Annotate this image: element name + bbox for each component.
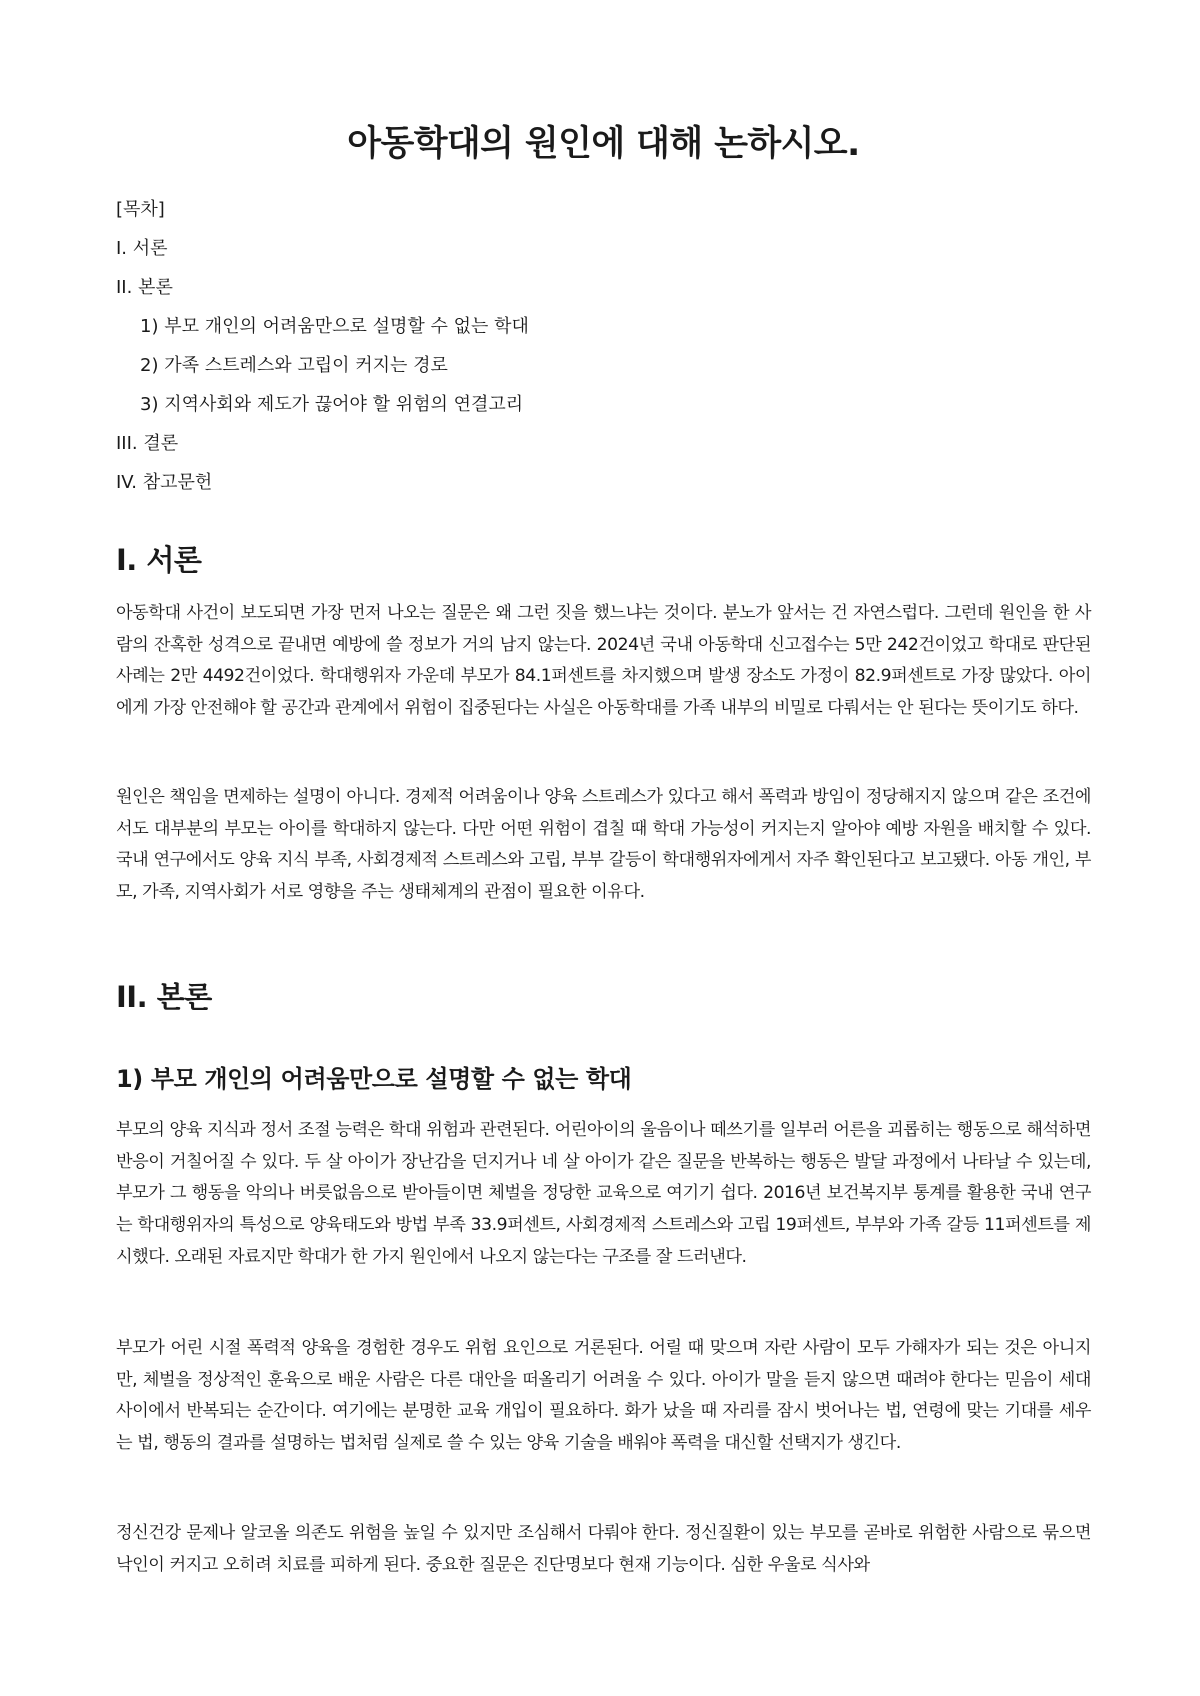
toc-item-references: IV. 참고문헌	[116, 472, 213, 493]
body-paragraph-1: 부모의 양육 지식과 정서 조절 능력은 학대 위험과 관련된다. 어린아이의 울음이나 떼쓰기를 일부러 어른을 괴롭히는 행동으로 해석하면 반응이 거칠어질 수 있다. 두 살 아이가 장난감을 던지거나 네 살 아이가 같은 질문을 반복하는 행동은 발달 과정에서 나타날 수 있는데, 부모가 그 행동을 악의나 버릇없음으로 받아들이면 체벌을 정당한 교육으로 여기기 쉽다. 2016년 보건복지부 통계를 활용한 국내 연구는 학대행위자의 특성으로 양육태도와 방법 부족 33.9퍼센트, 사회경제적 스트레스와 고립 19퍼센트, 부부와 가족 갈등 11퍼센트를 제시했다. 오래된 자료지만 학대가 한 가지 원인에서 나오지 않는다는 구조를 잘 드러낸다.	[116, 1120, 1091, 1267]
intro-paragraph-1: 아동학대 사건이 보도되면 가장 먼저 나오는 질문은 왜 그런 짓을 했느냐는 것이다. 분노가 앞서는 건 자연스럽다. 그런데 원인을 한 사람의 잔혹한 성격으로 끝내면 예방에 쓸 정보가 거의 남지 않는다. 2024년 국내 아동학대 신고접수는 5만 242건이었고 학대로 판단된 사례는 2만 4492건이었다. 학대행위자 가운데 부모가 84.1퍼센트를 차지했으며 발생 장소도 가정이 82.9퍼센트로 가장 많았다. 아이에게 가장 안전해야 할 공간과 관계에서 위험이 집중된다는 사실은 아동학대를 가족 내부의 비밀로 다뤄서는 안 된다는 뜻이기도 하다.	[116, 603, 1091, 719]
toc-item-body: II. 본론	[116, 277, 173, 298]
document-title: 아동학대의 원인에 대해 논하시오.	[347, 124, 860, 164]
body-paragraph-2: 부모가 어린 시절 폭력적 양육을 경험한 경우도 위험 요인으로 거론된다. 어릴 때 맞으며 자란 사람이 모두 가해자가 되는 것은 아니지만, 체벌을 정상적인 훈육으로 배운 사람은 다른 대안을 떠올리기 어려울 수 있다. 아이가 말을 듣지 않으면 때려야 한다는 믿음이 세대 사이에서 반복되는 순간이다. 여기에는 분명한 교육 개입이 필요하다. 화가 났을 때 자리를 잠시 벗어나는 법, 연령에 맞는 기대를 세우는 법, 행동의 결과를 설명하는 법처럼 실제로 쓸 수 있는 양육 기술을 배워야 폭력을 대신할 선택지가 생긴다.	[116, 1338, 1091, 1454]
toc-item-body-1: 1) 부모 개인의 어려움만으로 설명할 수 없는 학대	[140, 316, 529, 337]
toc-item-conclusion: III. 결론	[116, 433, 179, 454]
toc-item-body-3: 3) 지역사회와 제도가 끊어야 할 위험의 연결고리	[140, 394, 524, 415]
intro-paragraph-2: 원인은 책임을 면제하는 설명이 아니다. 경제적 어려움이나 양육 스트레스가 있다고 해서 폭력과 방임이 정당해지지 않으며 같은 조건에서도 대부분의 부모는 아이를 학대하지 않는다. 다만 어떤 위험이 겹칠 때 학대 가능성이 커지는지 알아야 예방 자원을 배치할 수 있다. 국내 연구에서도 양육 지식 부족, 사회경제적 스트레스와 고립, 부부 갈등이 학대행위자에게서 자주 확인된다고 보고됐다. 아동 개인, 부모, 가족, 지역사회가 서로 영향을 주는 생태체계의 관점이 필요한 이유다.	[116, 787, 1091, 903]
toc-item-body-2: 2) 가족 스트레스와 고립이 커지는 경로	[140, 355, 448, 376]
body-paragraph-3: 정신건강 문제나 알코올 의존도 위험을 높일 수 있지만 조심해서 다뤄야 한다. 정신질환이 있는 부모를 곧바로 위험한 사람으로 묶으면 낙인이 커지고 오히려 치료를 피하게 된다. 중요한 질문은 진단명보다 현재 기능이다. 심한 우울로 식사와	[116, 1523, 1091, 1575]
section-heading-body: II. 본론	[116, 980, 212, 1014]
section-heading-intro: I. 서론	[116, 543, 202, 577]
toc-item-intro: I. 서론	[116, 238, 168, 259]
subsection-heading-1: 1) 부모 개인의 어려움만으로 설명할 수 없는 학대	[116, 1065, 632, 1093]
table-of-contents	[116, 190, 1091, 502]
toc-heading: [목차]	[116, 199, 165, 220]
